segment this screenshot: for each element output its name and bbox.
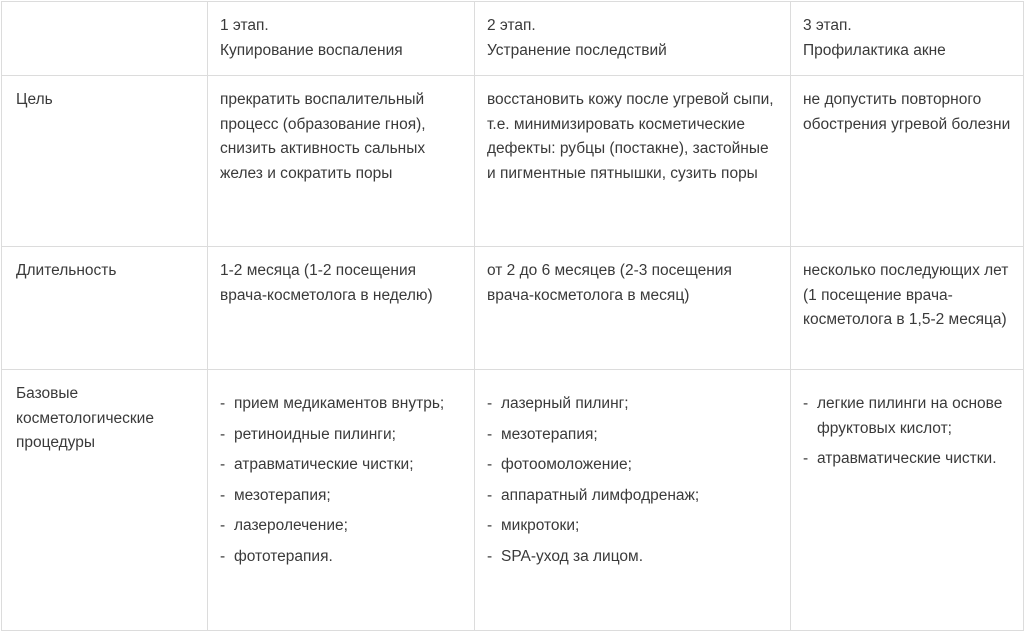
procedures-stage-1 <box>208 370 475 631</box>
duration-stage-2: от 2 до 6 месяцев (2-3 посещения врача-косметолога в месяц) <box>475 247 791 370</box>
duration-stage-3: несколько последующих лет (1 посещение врача-косметолога в 1,5-2 месяца) <box>791 247 1024 370</box>
list-item: - лазеролечение; <box>220 514 462 539</box>
list-item: - атравматические чистки. <box>803 447 1011 472</box>
duration-row <box>2 247 1024 370</box>
stage-3-name: Профилактика акне <box>803 41 946 59</box>
procedures-row <box>2 370 1024 631</box>
acne-treatment-stages-table <box>1 1 1024 631</box>
procedures-label: Базовые косметологические процедуры <box>2 370 208 631</box>
list-item: - SPA-уход за лицом. <box>487 545 778 570</box>
list-item: - аппаратный лимфодренаж; <box>487 484 778 509</box>
procedures-stage-2-list <box>487 392 778 569</box>
header-stage-3 <box>791 2 1024 76</box>
list-item: - микротоки; <box>487 514 778 539</box>
list-item: - ретиноидные пилинги; <box>220 423 462 448</box>
goal-stage-1: прекратить воспалительный процесс (образование гноя), снизить активность сальных желез и сократить поры <box>208 76 475 247</box>
list-item: - атравматические чистки; <box>220 453 462 478</box>
procedures-stage-1-list <box>220 392 462 569</box>
goal-row <box>2 76 1024 247</box>
duration-label: Длительность <box>2 247 208 370</box>
list-item: - фототерапия. <box>220 545 462 570</box>
duration-stage-1: 1-2 месяца (1-2 посещения врача-косметолога в неделю) <box>208 247 475 370</box>
goal-stage-3: не допустить повторного обострения угревой болезни <box>791 76 1024 247</box>
header-empty-cell <box>2 2 208 76</box>
stage-2-number: 2 этап. <box>487 17 536 34</box>
list-item: - прием медикаментов внутрь; <box>220 392 462 417</box>
procedures-stage-2 <box>475 370 791 631</box>
procedures-stage-3 <box>791 370 1024 631</box>
goal-stage-2: восстановить кожу после угревой сыпи, т.е. минимизировать косметические дефекты: рубцы (постакне), застойные и пигментные пятнышки, сузить поры <box>475 76 791 247</box>
procedures-stage-3-list <box>803 392 1011 472</box>
stage-1-number: 1 этап. <box>220 17 269 34</box>
list-item: - фотоомоложение; <box>487 453 778 478</box>
list-item: - мезотерапия; <box>487 423 778 448</box>
stage-2-name: Устранение последствий <box>487 41 667 59</box>
list-item: - мезотерапия; <box>220 484 462 509</box>
goal-label: Цель <box>2 76 208 247</box>
list-item: - легкие пилинги на основе фруктовых кислот; <box>803 392 1011 441</box>
stage-3-number: 3 этап. <box>803 17 852 34</box>
stage-1-name: Купирование воспаления <box>220 41 403 59</box>
list-item: - лазерный пилинг; <box>487 392 778 417</box>
header-row <box>2 2 1024 76</box>
header-stage-1 <box>208 2 475 76</box>
header-stage-2 <box>475 2 791 76</box>
